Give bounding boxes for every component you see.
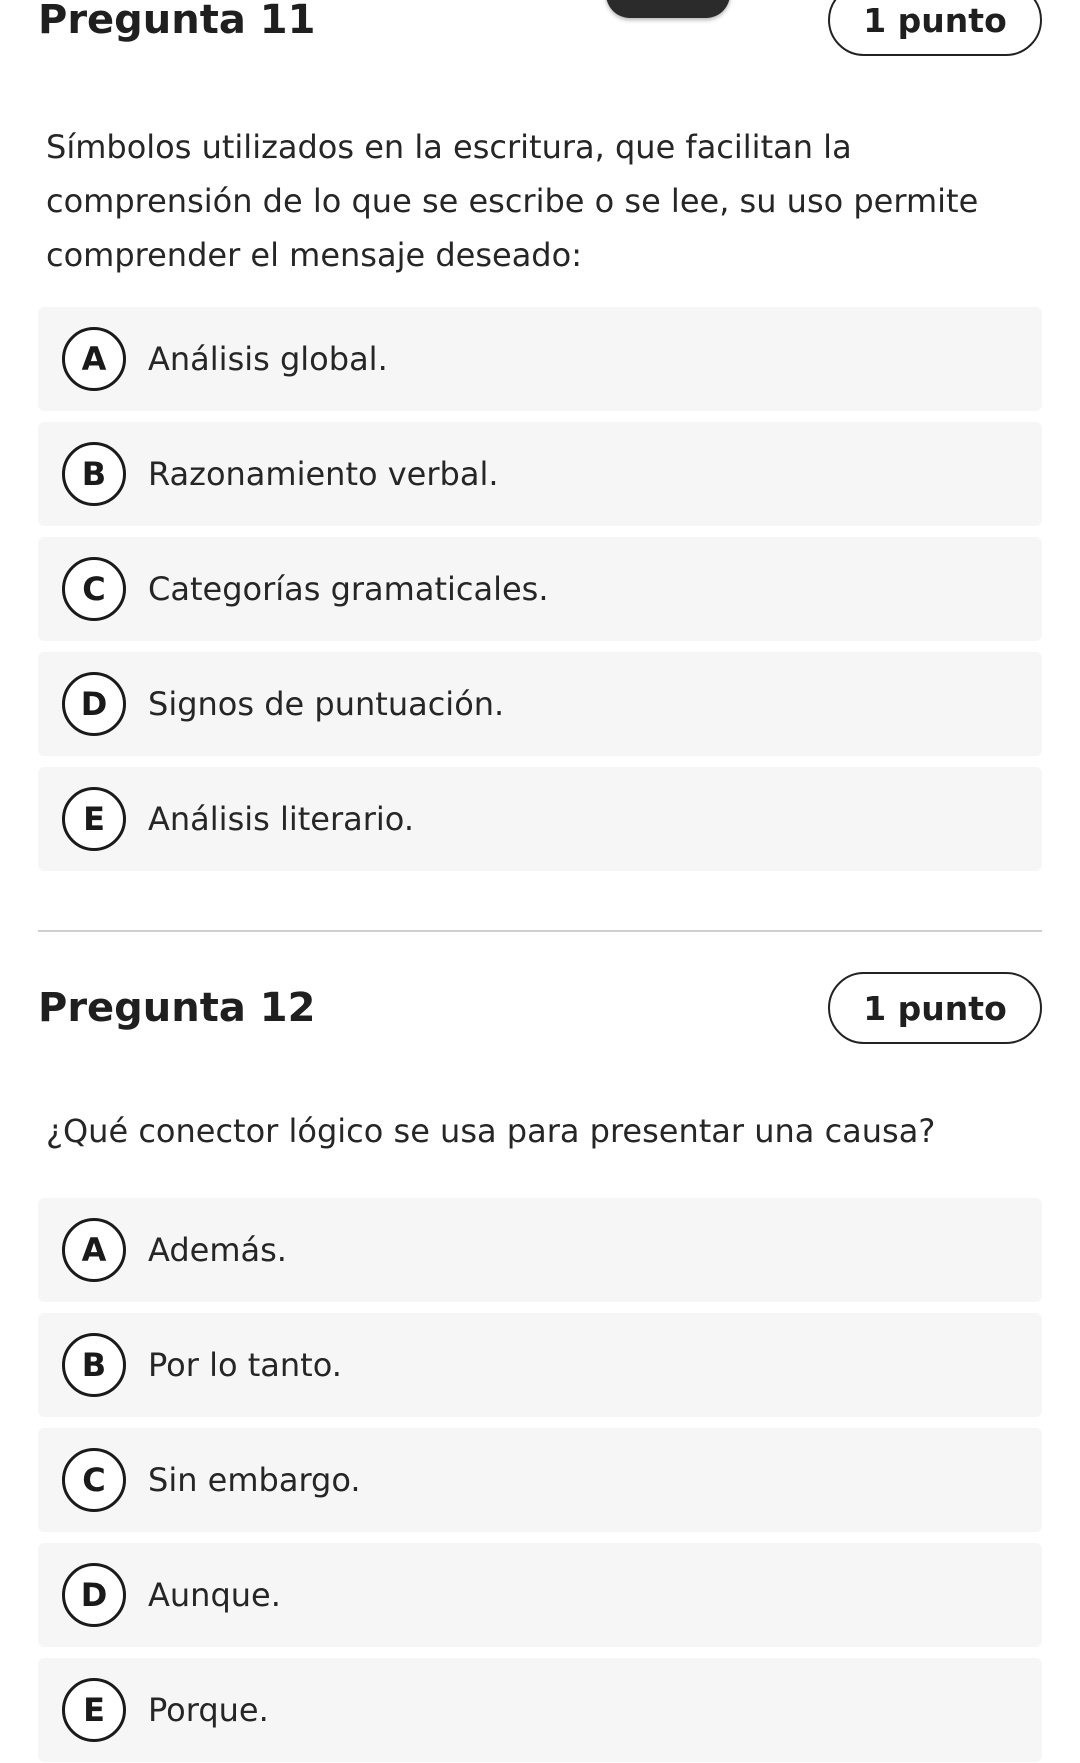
option-label: Signos de puntuación. bbox=[148, 685, 505, 723]
option-e[interactable] bbox=[38, 767, 1042, 871]
option-label: Aunque. bbox=[148, 1576, 281, 1614]
option-c[interactable] bbox=[38, 1428, 1042, 1532]
option-label: Además. bbox=[148, 1231, 287, 1269]
option-label: Porque. bbox=[148, 1691, 269, 1729]
option-letter: A bbox=[62, 327, 126, 391]
option-d[interactable] bbox=[38, 1543, 1042, 1647]
option-letter: E bbox=[62, 1678, 126, 1742]
option-b[interactable] bbox=[38, 1313, 1042, 1417]
option-label: Sin embargo. bbox=[148, 1461, 361, 1499]
option-letter: E bbox=[62, 787, 126, 851]
points-badge: 1 punto bbox=[828, 972, 1042, 1044]
option-letter: D bbox=[62, 672, 126, 736]
floating-overlay-handle bbox=[606, 0, 730, 18]
option-label: Análisis literario. bbox=[148, 800, 414, 838]
option-label: Análisis global. bbox=[148, 340, 388, 378]
option-a[interactable] bbox=[38, 307, 1042, 411]
option-label: Por lo tanto. bbox=[148, 1346, 342, 1384]
option-letter: C bbox=[62, 1448, 126, 1512]
option-label: Razonamiento verbal. bbox=[148, 455, 499, 493]
option-letter: A bbox=[62, 1218, 126, 1282]
option-letter: D bbox=[62, 1563, 126, 1627]
option-label: Categorías gramaticales. bbox=[148, 570, 549, 608]
question-title: Pregunta 11 bbox=[38, 0, 316, 43]
points-badge: 1 punto bbox=[828, 0, 1042, 56]
option-letter: C bbox=[62, 557, 126, 621]
question-divider bbox=[38, 930, 1042, 932]
option-a[interactable] bbox=[38, 1198, 1042, 1302]
option-e[interactable] bbox=[38, 1658, 1042, 1762]
option-d[interactable] bbox=[38, 652, 1042, 756]
question-title: Pregunta 12 bbox=[38, 985, 316, 1031]
option-c[interactable] bbox=[38, 537, 1042, 641]
question-text: Símbolos utilizados en la escritura, que facilitan la comprensión de lo que se escribe o se lee, su uso permite comprender el mensaje deseado: bbox=[46, 128, 979, 274]
option-letter: B bbox=[62, 1333, 126, 1397]
question-text: ¿Qué conector lógico se usa para presentar una causa? bbox=[46, 1112, 936, 1150]
option-b[interactable] bbox=[38, 422, 1042, 526]
option-letter: B bbox=[62, 442, 126, 506]
